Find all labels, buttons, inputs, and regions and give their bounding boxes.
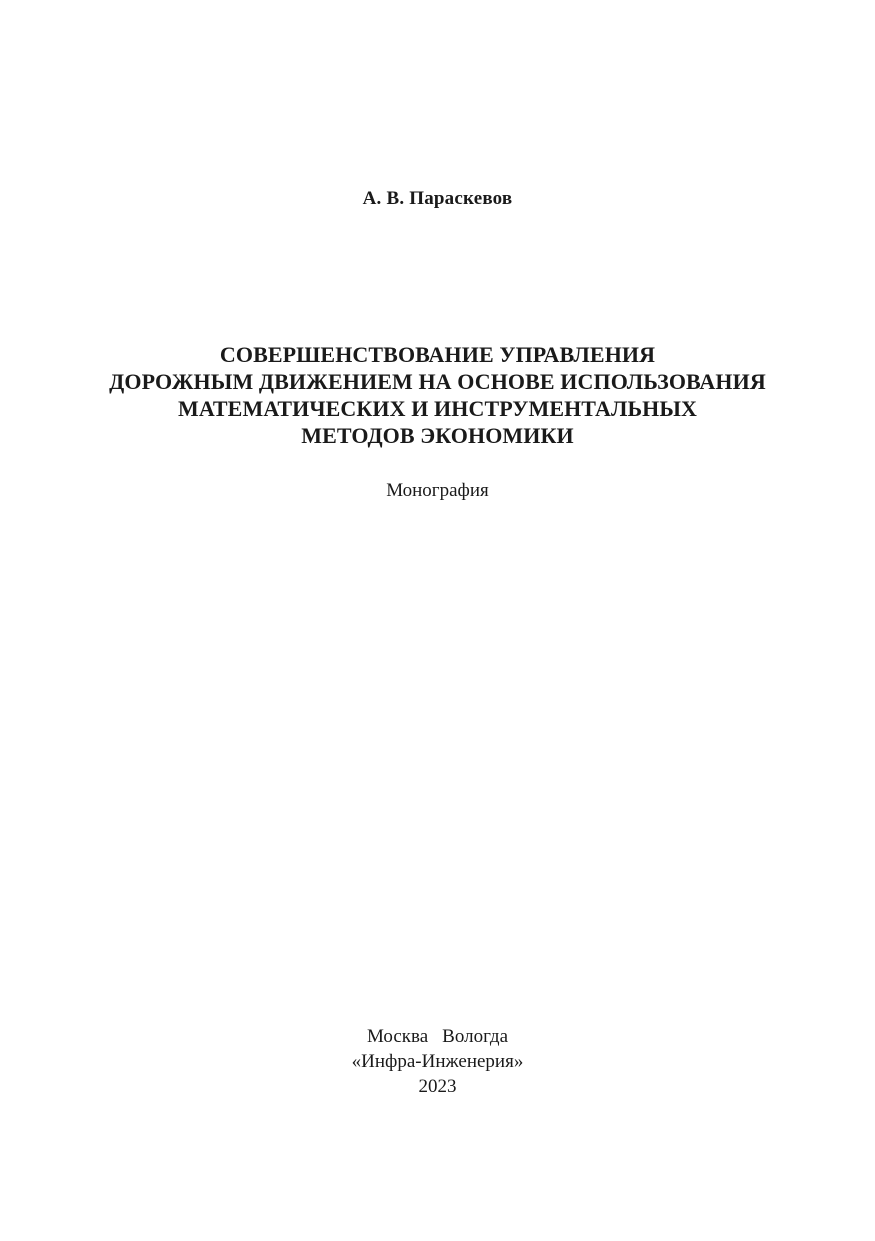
publication-type: Монография <box>386 480 489 501</box>
imprint-cities <box>0 1024 875 1049</box>
imprint-city-moscow: Москва <box>366 1026 429 1047</box>
book-title <box>0 341 875 449</box>
imprint-publisher: «Инфра-Инженерия» <box>351 1051 524 1072</box>
book-title-line-4: МЕТОДОВ ЭКОНОМИКИ <box>301 423 574 448</box>
author-name: А. В. Параскевов <box>362 188 513 209</box>
book-title-line-3: МАТЕМАТИЧЕСКИХ И ИНСТРУМЕНТАЛЬНЫХ <box>177 396 698 421</box>
imprint <box>0 1024 875 1099</box>
book-title-line-1: СОВЕРШЕНСТВОВАНИЕ УПРАВЛЕНИЯ <box>219 342 656 367</box>
book-title-line-2: ДОРОЖНЫМ ДВИЖЕНИЕМ НА ОСНОВЕ ИСПОЛЬЗОВАНИЯ <box>109 369 766 394</box>
imprint-city-vologda: Вологда <box>442 1026 509 1047</box>
imprint-year: 2023 <box>418 1076 457 1097</box>
